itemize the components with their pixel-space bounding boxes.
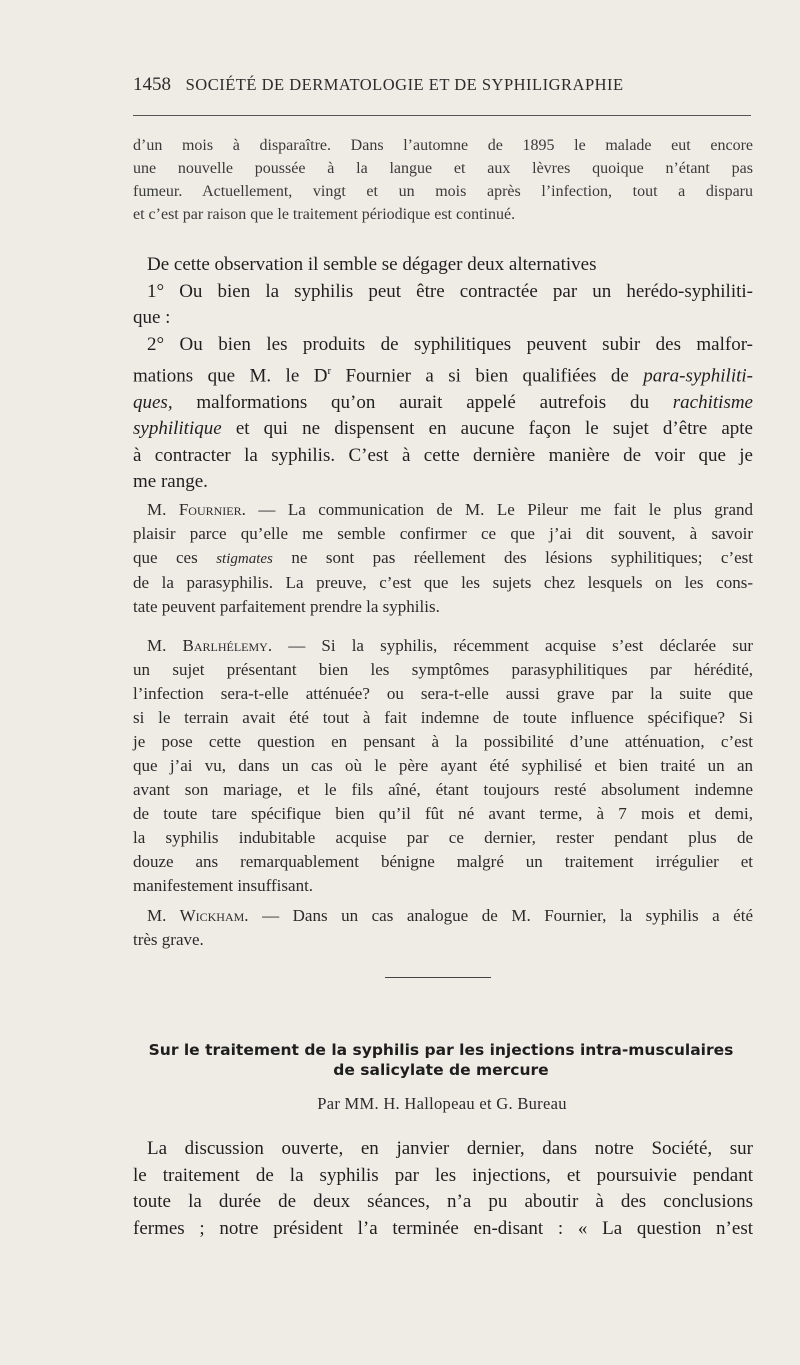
text-line: [133, 546, 753, 571]
text-fragment: — Si la syphilis, récemment acquise s’est déclarée sur: [272, 636, 753, 655]
text-line: [133, 390, 753, 417]
speaker-barlhelemy: [133, 634, 753, 898]
italic-term: ques,: [133, 391, 173, 413]
text-line: douze ans remarquablement bénigne malgré un traitement irrégulier et: [133, 852, 753, 871]
speaker-name: M. Fournier.: [147, 500, 246, 519]
text-line: que :: [133, 307, 171, 328]
text-fragment: ne sont pas réellement des lésions syphilitiques; c’est: [272, 548, 753, 567]
speaker-name: M. Barlhélemy.: [147, 636, 273, 655]
title-line: de salicylate de mercure: [333, 1061, 549, 1079]
text-line: avant son mariage, et le fils aîné, étant toujours resté absolument indemne: [133, 780, 753, 799]
text-line: de toute tare spécifique bien qu’il fût né avant terme, à 7 mois et demi,: [133, 804, 753, 823]
header-rule: [133, 115, 751, 116]
text-line: de la parasyphilis. La preuve, c’est que les sujets chez lesquels on les cons-: [133, 573, 753, 592]
text-line: à contracter la syphilis. C’est à cette dernière manière de voir que je: [133, 444, 753, 466]
text-line: 1° Ou bien la syphilis peut être contractée par un herédo-syphiliti-: [147, 280, 753, 302]
speaker-wickham: [133, 904, 753, 952]
text-fragment: mations que M. le D: [133, 365, 328, 387]
text-line: [133, 904, 753, 928]
text-line: fumeur. Actuellement, vingt et un mois après l’infection, tout a disparu: [133, 183, 753, 200]
text-fragment: Fournier a si bien qualifiées de: [331, 365, 644, 387]
text-line: le traitement de la syphilis par les injections, et poursuivie pendant: [133, 1164, 753, 1186]
running-title: SOCIÉTÉ DE DERMATOLOGIE ET DE SYPHILIGRAPHIE: [185, 75, 624, 94]
text-line: si le terrain avait été tout à fait indemne de toute influence spécifique? Si: [133, 708, 753, 727]
text-fragment: que ces: [133, 548, 217, 567]
text-line: La discussion ouverte, en janvier dernier, dans notre Société, sur: [147, 1138, 753, 1159]
text-line: 2° Ou bien les produits de syphilitiques peuvent subir des malfor-: [147, 333, 753, 355]
italic-term: rachitisme: [672, 391, 753, 413]
text-line: la syphilis indubitable acquise par ce dernier, rester pendant plus de: [133, 828, 753, 847]
text-line: plaisir parce qu’elle me semble confirmer ce que j’ai dit souvent, à savoir: [133, 524, 753, 543]
speaker-name: M. Wickham.: [147, 906, 249, 925]
paragraph-alternatives: [133, 252, 753, 496]
text-line: fermes ; notre président l’a terminée en-disant : « La question n’est: [133, 1217, 753, 1239]
italic-term: stigmates: [216, 551, 273, 567]
section-separator: [385, 977, 491, 978]
text-fragment: et qui ne dispensent en aucune façon le sujet d’être apte: [221, 418, 753, 440]
running-header: [133, 74, 751, 96]
text-line: [133, 634, 753, 658]
text-line: [133, 416, 753, 443]
text-line: me range.: [133, 471, 208, 493]
text-line: que j’ai vu, dans un cas où le père ayant été syphilisé et bien traité un an: [133, 756, 753, 775]
article-authors: Par MM. H. Hallopeau et G. Bureau: [317, 1094, 567, 1113]
title-line: Sur le traitement de la syphilis par les injections intra-musculaires: [148, 1041, 734, 1059]
text-line: très grave.: [133, 930, 204, 949]
text-fragment: — La communication de M. Le Pileur me fait le plus grand: [245, 500, 753, 519]
text-line: l’infection sera-t-elle atténuée? ou sera-t-elle aussi grave par la suite que: [133, 684, 753, 703]
italic-term: para-syphiliti-: [643, 365, 753, 387]
text-line: manifestement insuffisant.: [133, 876, 314, 895]
text-line: et c’est par raison que le traitement périodique est continué.: [133, 206, 516, 223]
superscript: r: [327, 365, 332, 377]
speaker-fournier: [133, 498, 753, 619]
text-line: d’un mois à disparaître. Dans l’automne de 1895 le malade eut encore: [133, 137, 753, 154]
text-line: une nouvelle poussée à la langue et aux lèvres quoique n’étant pas: [133, 160, 753, 177]
text-line: De cette observation il semble se dégager deux alternatives: [147, 254, 597, 275]
italic-term: syphilitique: [133, 418, 222, 440]
text-fragment: malformations qu’on aurait appelé autrefois du: [172, 391, 673, 413]
text-fragment: — Dans un cas analogue de M. Fournier, la syphilis a été: [248, 906, 753, 925]
text-line: tate peuvent parfaitement prendre la syphilis.: [133, 597, 440, 616]
article-body: [133, 1136, 753, 1242]
article-title: [125, 1040, 757, 1080]
text-line: un sujet présentant bien les symptômes parasyphilitiques par hérédité,: [133, 660, 753, 679]
page-number: 1458: [133, 74, 171, 95]
text-line: je pose cette question en pensant à la possibilité d’une atténuation, c’est: [133, 732, 753, 751]
text-line: [133, 358, 753, 390]
paragraph-continuation: [133, 134, 753, 226]
text-line: toute la durée de deux séances, n’a pu aboutir à des conclusions: [133, 1191, 753, 1212]
text-line: [133, 498, 753, 522]
